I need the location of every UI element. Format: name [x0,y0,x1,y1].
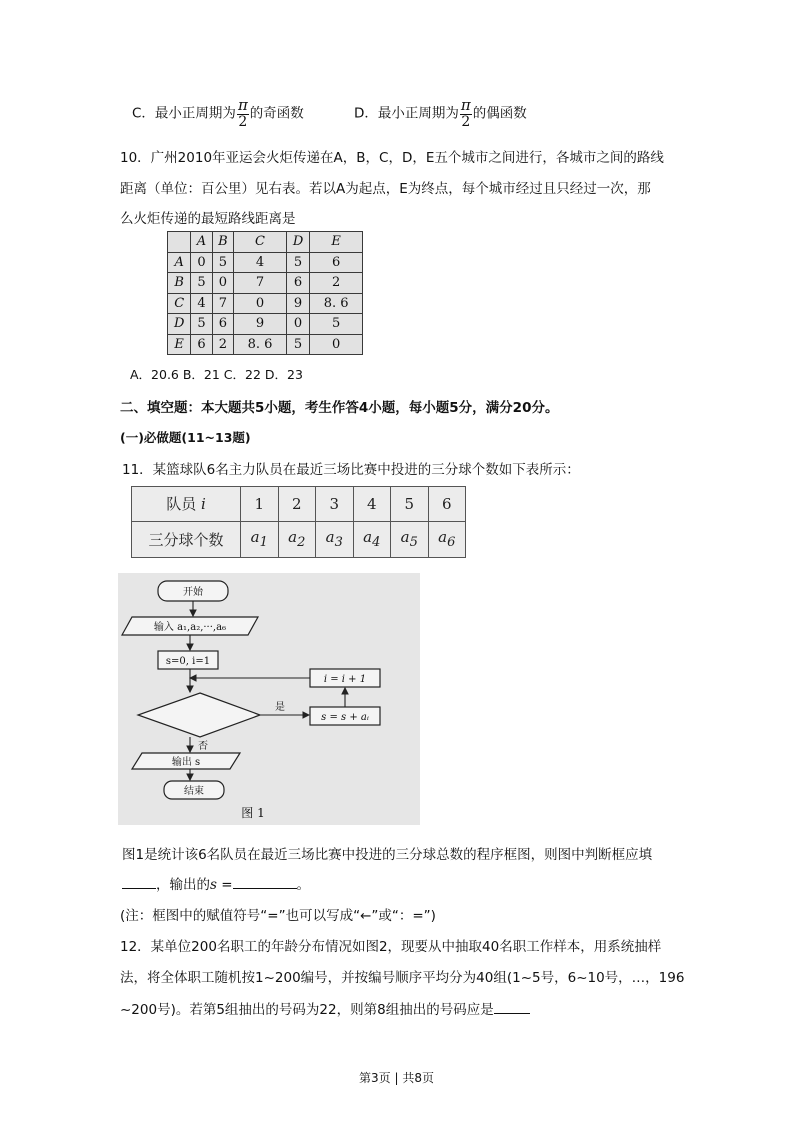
player-label: 队员 [166,495,201,514]
table-row [168,232,363,253]
table-cell: $a_4$ [353,521,391,557]
q11-text-2-end: 。 [296,877,311,893]
flowchart-svg [118,573,420,825]
table-cell: $a_5$ [391,521,429,557]
table-row [168,314,363,335]
table-row [168,293,363,314]
table-cell: $a_2$ [278,521,316,557]
q9-option-d [354,98,527,129]
q10-options: A．20.6 B．21 C．22 D．23 [130,367,303,382]
table-row-header: B [168,273,191,294]
decision-diamond [138,693,260,737]
player-index-var: i [200,495,206,514]
table-row [168,334,363,355]
output-label: 输出 s [171,757,201,768]
table-row-header: E [168,334,191,355]
table-cell: 9 [286,293,309,314]
fraction-denominator: 2 [238,113,248,130]
answer-blank-1[interactable] [122,887,156,889]
input-label: 输入 a₁,a₂,···,a₆ [153,622,227,633]
q12-line-1: 12．某单位200名职工的年龄分布情况如图2，现要从中抽取40名职工作样本，用系统抽样 [120,939,662,955]
figure-caption: 图 1 [241,806,265,820]
q11-text-2-b: = [216,877,233,893]
table-row [168,252,363,273]
subscript: 1 [259,535,268,551]
table-row-header: C [168,293,191,314]
subscript: 4 [372,535,381,551]
table-cell: 0 [212,273,234,294]
distance-table [167,231,363,355]
table-cell: $a_3$ [316,521,354,557]
yes-label: 是 [275,702,285,713]
q11-text-2 [122,873,310,893]
table-cell: 6 [286,273,309,294]
no-label: 否 [198,741,208,752]
subscript: 2 [297,535,306,551]
q9-option-c [132,98,304,129]
table-header-cell: B [212,232,234,253]
table-cell: 7 [234,273,287,294]
table-row-header: A [168,252,191,273]
table-cell [168,232,191,253]
q12-line-3-text: ~200号)。若第5组抽出的号码为22，则第8组抽出的号码应是 [120,1002,494,1018]
table-cell: 3 [316,487,354,522]
table-cell: 4 [353,487,391,522]
table-cell: 5 [391,487,429,522]
start-label: 开始 [183,587,203,598]
table-cell: $a_6$ [428,521,466,557]
table-cell: 6 [428,487,466,522]
end-label: 结束 [184,786,204,797]
table-cell: $a_1$ [241,521,279,557]
section-subtitle: (一)必做题(11~13题) [120,430,251,445]
subscript: 3 [334,535,343,551]
subscript: 5 [409,535,418,551]
q10-line-1: 10．广州2010年亚运会火炬传递在A，B，C，D，E五个城市之间进行，各城市之间的路线 [120,150,664,166]
q10-line-2: 距离（单位：百公里）见右表。若以A为起点，E为终点，每个城市经过且只经过一次，那 [120,181,651,197]
table-cell: 0 [234,293,287,314]
table-row [132,521,466,557]
table-cell: 7 [212,293,234,314]
q11-variable-s: s [210,877,217,893]
answer-blank-2[interactable] [233,887,297,889]
table-cell: 5 [212,252,234,273]
fraction-denominator: 2 [461,113,471,130]
q9-option-c-prefix: C．最小正周期为 [132,105,236,122]
init-label: s=0, i=1 [165,656,211,667]
table-cell: 2 [212,334,234,355]
table-cell: 4 [191,293,212,314]
table-cell: 5 [286,252,309,273]
q11-text-2-a: ，输出的 [156,877,210,893]
table-cell: 5 [191,273,212,294]
sum-label: s = s + aᵢ [321,712,369,723]
q10-line-3: 么火炬传递的最短路线距离是 [120,211,296,227]
table-row-header [132,487,241,522]
table-cell: 2 [278,487,316,522]
table-row-header: D [168,314,191,335]
table-cell: 0 [310,334,363,355]
subscript: 6 [447,535,456,551]
fraction-numerator: π [460,96,471,114]
table-cell: 5 [310,314,363,335]
q12-line-3 [120,998,530,1018]
table-cell: 9 [234,314,287,335]
table-header-cell: D [286,232,309,253]
q11-note: (注：框图中的赋值符号“=”也可以写成“←”或“：=”) [120,908,436,924]
table-cell: 5 [286,334,309,355]
q12-line-2: 法，将全体职工随机按1~200编号，并按编号顺序平均分为40组(1~5号，6~10号，…，196 [120,970,685,986]
table-cell: 1 [241,487,279,522]
table-cell: 6 [191,334,212,355]
table-cell: 2 [310,273,363,294]
player-table [131,486,466,558]
table-cell: 6 [212,314,234,335]
table-cell: 0 [286,314,309,335]
q9-option-c-suffix: 的奇函数 [249,105,304,122]
table-cell: 4 [234,252,287,273]
increment-i-label: i = i + 1 [323,674,367,685]
q9-option-d-suffix: 的偶函数 [472,105,527,122]
page-footer: 第3页 | 共8页 [359,1071,434,1085]
q9-option-d-prefix: D．最小正周期为 [354,105,459,122]
table-cell: 6 [310,252,363,273]
section-title: 二、填空题：本大题共5小题，考生作答4小题，每小题5分，满分20分。 [120,400,559,416]
q9-option-c-fraction [237,98,249,129]
table-row [132,487,466,522]
table-cell: 8. 6 [310,293,363,314]
q11-text-1: 图1是统计该6名队员在最近三场比赛中投进的三分球总数的程序框图，则图中判断框应填 [122,847,653,863]
table-cell: 0 [191,252,212,273]
fraction-numerator: π [237,96,248,114]
answer-blank-3[interactable] [494,1012,530,1014]
q11-intro: 11．某篮球队6名主力队员在最近三场比赛中投进的三分球个数如下表所示： [122,462,580,478]
table-header-cell: C [234,232,287,253]
table-row-header: 三分球个数 [132,521,241,557]
q9-option-d-fraction [460,98,472,129]
flowchart [118,573,420,825]
table-cell: 5 [191,314,212,335]
table-header-cell: E [310,232,363,253]
table-row [168,273,363,294]
table-cell: 8. 6 [234,334,287,355]
table-header-cell: A [191,232,212,253]
